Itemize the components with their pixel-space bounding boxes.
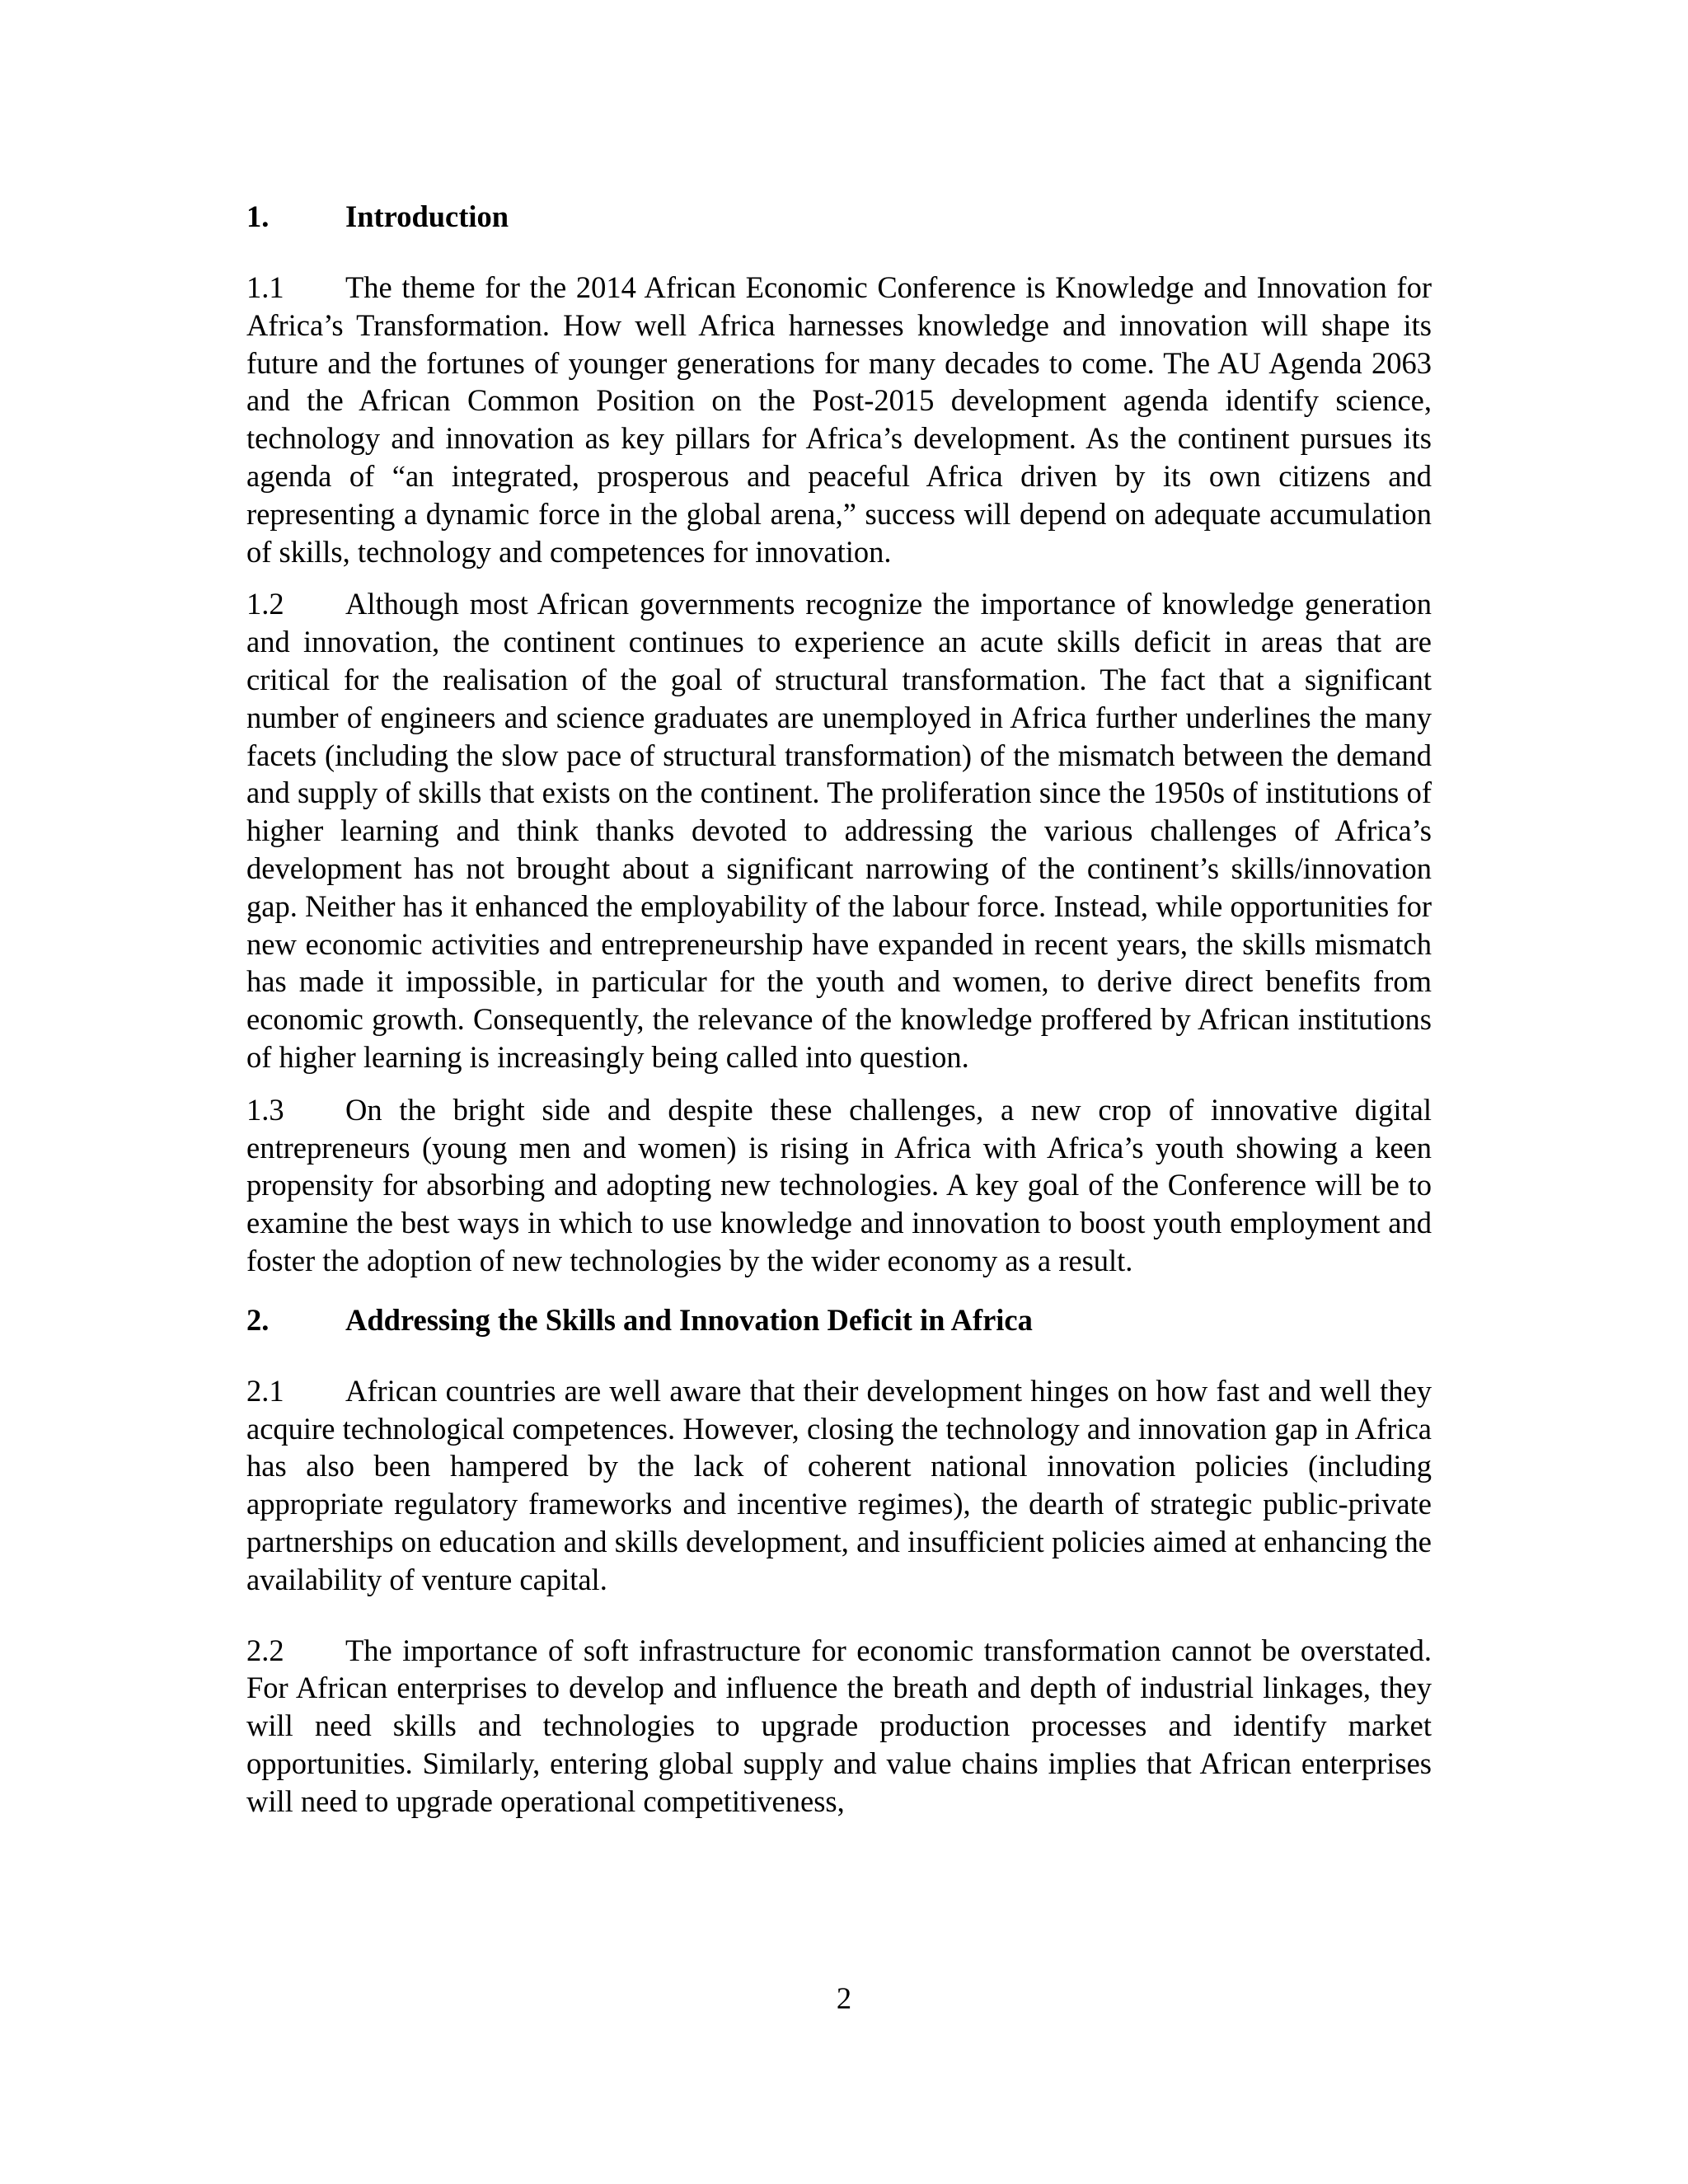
paragraph-2-1: [246, 1372, 1432, 1599]
paragraph-text: On the bright side and despite these challenges, a new crop of innovative digital entrepreneurs (young men and women) is rising in Africa with Africa’s youth showing a keen propensity for absorbing and adopting new technologies. A key goal of the Conference will be to examine the best ways in which to use knowledge and innovation to boost youth employment and foster the adoption of new technologies by the wider economy as a result.: [246, 1092, 1432, 1277]
paragraph-1-3: [246, 1091, 1432, 1280]
paragraph-number: 1.2: [246, 587, 284, 621]
paragraph-number: 2.1: [246, 1373, 284, 1408]
paragraph-1-2: [246, 585, 1432, 1076]
paragraph-text: The importance of soft infrastructure for economic transformation cannot be overstated. For African enterprises to develop and influence the breath and depth of industrial linkages, they will need skills and technologies to upgrade production processes and identify market opportunities. Similarly, entering global supply and value chains implies that African enterprises will need to upgrade operational competitiveness,: [246, 1633, 1432, 1818]
paragraph-number: 1.3: [246, 1092, 284, 1127]
paragraph-number: 2.2: [246, 1633, 284, 1667]
paragraph-text: The theme for the 2014 African Economic Conference is Knowledge and Innovation for Africa’s Transformation. How well Africa harnesses knowledge and innovation will shape its future and the fortunes of younger generations for many decades to come. The AU Agenda 2063 and the African Common Position on the Post-2015 development agenda identify science, technology and innovation as key pillars for Africa’s development. As the continent pursues its agenda of “an integrated, prosperous and peaceful Africa driven by its own citizens and representing a dynamic force in the global arena,” success will depend on adequate accumulation of skills, technology and competences for innovation.: [246, 270, 1432, 569]
section-title: Addressing the Skills and Innovation Deficit in Africa: [345, 1302, 1033, 1337]
paragraph-text: African countries are well aware that their development hinges on how fast and well they acquire technological competences. However, closing the technology and innovation gap in Africa has also been hampered by the lack of coherent national innovation policies (including appropriate regulatory frameworks and incentive regimes), the dearth of strategic public-private partnerships on education and skills development, and insufficient policies aimed at enhancing the availability of venture capital.: [246, 1373, 1432, 1596]
section-number: 1.: [246, 199, 270, 233]
page-body: [246, 198, 1432, 1820]
page-number: 2: [836, 1981, 852, 2015]
paragraph-text: Although most African governments recognize the importance of knowledge generation and innovation, the continent continues to experience an acute skills deficit in areas that are critical for the realisation of the goal of structural transformation. The fact that a significant number of engineers and science graduates are unemployed in Africa further underlines the many facets (including the slow pace of structural transformation) of the mismatch between the demand and supply of skills that exists on the continent. The proliferation since the 1950s of institutions of higher learning and think thanks devoted to addressing the various challenges of Africa’s development has not brought about a significant narrowing of the continent’s skills/innovation gap. Neither has it enhanced the employability of the labour force. Instead, while opportunities for new economic activities and entrepreneurship have expanded in recent years, the skills mismatch has made it impossible, in particular for the youth and women, to derive direct benefits from economic growth. Consequently, the relevance of the knowledge proffered by African institutions of higher learning is increasingly being called into question.: [246, 587, 1432, 1074]
section-title: Introduction: [345, 199, 509, 233]
paragraph-1-1: [246, 269, 1432, 570]
section-heading-introduction: [246, 198, 1432, 236]
paragraph-number: 1.1: [246, 270, 284, 304]
section-heading-skills-innovation-deficit: [246, 1301, 1432, 1339]
paragraph-2-2: [246, 1632, 1432, 1821]
section-number: 2.: [246, 1302, 270, 1337]
